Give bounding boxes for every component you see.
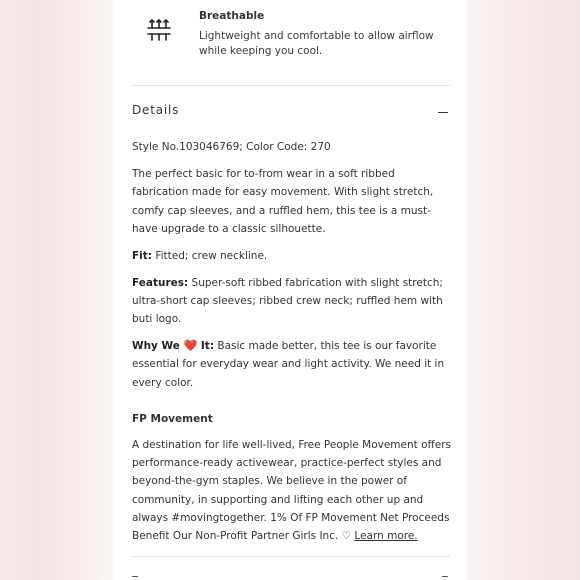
feature-description: Lightweight and comfortable to allow airflow while keeping you cool.	[199, 30, 434, 57]
features-label: Features:	[132, 276, 189, 289]
details-title: Details	[132, 103, 180, 117]
divider	[132, 85, 450, 86]
why-we-love-it	[132, 337, 454, 392]
feature-breathable	[114, 0, 466, 84]
fit-info	[132, 247, 454, 265]
why-text: Basic made better, this tee is our favorite essential for everyday wear and light activity. We need it in every color.	[132, 340, 445, 389]
fit-label: Fit:	[132, 249, 152, 262]
fp-movement-body: A destination for life well-lived, Free People Movement offers performance-ready activewear, practice-perfect styles and beyond-the-gym staples. We believe in the power of community, in supporting and lifting each other up and always #movingtogether. 1% Of FP Movement Net Proceeds Benefit Our Non-Profit Partner Girls Inc. ♡	[132, 439, 452, 543]
features-info	[132, 274, 454, 329]
heart-icon: ❤️	[183, 339, 198, 353]
learn-more-link[interactable]: Learn more.	[354, 530, 418, 543]
why-label-start: Why We	[132, 340, 184, 353]
why-label-end: It:	[197, 340, 215, 353]
fit-text: Fitted; crew neckline.	[152, 249, 268, 262]
why-label	[132, 340, 214, 352]
features-text: Super-soft ribbed fabrication with slight stretch; ultra-short cap sleeves; ribbed crew neck; ruffled hem with buti logo.	[132, 276, 443, 326]
chevron-icon[interactable]	[442, 576, 448, 577]
fp-movement-text	[132, 436, 454, 545]
details-accordion-header[interactable]	[132, 101, 450, 123]
feature-title: Breathable	[199, 10, 265, 22]
next-section-label-stub	[132, 576, 138, 577]
minus-icon[interactable]	[438, 112, 448, 113]
next-accordion-header[interactable]	[132, 572, 450, 580]
airflow-icon	[146, 18, 172, 42]
fp-movement-title: FP Movement	[132, 412, 213, 425]
style-number: Style No.103046769; Color Code: 270	[132, 141, 331, 153]
divider	[132, 556, 450, 557]
details-content	[132, 138, 454, 554]
product-description: The perfect basic for to-from wear in a soft ribbed fabrication made for easy movement. With slight stretch, comfy cap sleeves, and a ruffled hem, this tee is a must-have upgrade to a classic silhouette.	[132, 168, 434, 235]
product-details-panel	[114, 0, 466, 580]
